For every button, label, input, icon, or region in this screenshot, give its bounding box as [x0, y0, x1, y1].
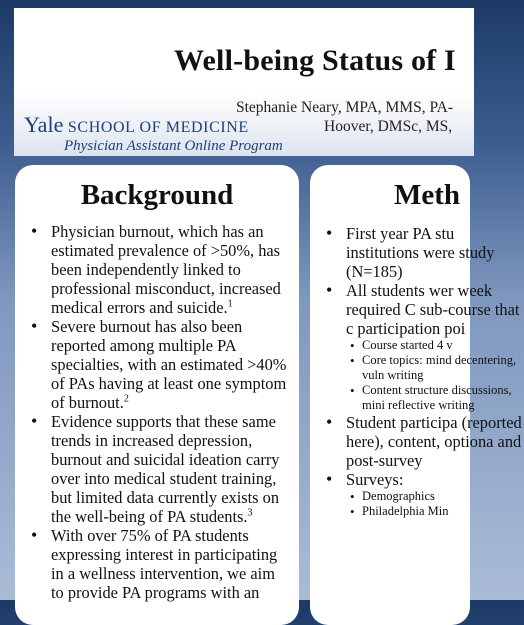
background-bullet-3-text: Evidence supports that these same trends in increased depression, burnout and suicidal ideation carry over into medical student training, but limited data currently exists on the well-being of PA students.	[51, 412, 280, 526]
methods-bullet-4-text: Surveys:	[346, 470, 404, 489]
methods-sub-item: • Course started 4 v	[346, 338, 524, 353]
yale-logo	[24, 112, 249, 138]
background-heading: Background	[80, 179, 234, 211]
background-list	[29, 222, 291, 602]
background-bullet-4	[29, 526, 291, 602]
background-bullet-1-text: Physician burnout, which has an estimated prevalence of >50%, has been independently linked to professional misconduct, increased medical errors and suicide.	[51, 222, 281, 317]
methods-bullet-4-sublist	[346, 489, 524, 519]
background-bullet-1-ref: 1	[227, 298, 233, 310]
methods-bullet-3-text: Student participa (reported here), content, optiona and post-survey	[346, 413, 522, 470]
background-bullet-2	[29, 317, 291, 412]
logo-yale-word: Yale	[24, 112, 64, 137]
background-bullet-3	[29, 412, 291, 526]
background-bullet-1	[29, 222, 291, 317]
logo-school-word: SCHOOL OF MEDICINE	[63, 119, 249, 136]
methods-sub-item: • Philadelphia Min	[346, 504, 524, 519]
methods-panel	[310, 165, 522, 625]
methods-bullet-4	[324, 470, 524, 519]
authors-line-1: Stephanie Neary, MPA, MMS, PA-	[236, 99, 454, 116]
methods-list	[324, 224, 524, 519]
methods-bullet-2-sublist	[346, 338, 524, 413]
background-bullet-3-ref: 3	[247, 507, 253, 519]
author-list	[236, 98, 453, 136]
methods-bullet-2-text: All students wer week required C sub-course that c participation poi	[346, 281, 520, 338]
authors-line-2: Hoover, DMSc, MS,	[324, 118, 453, 135]
methods-bullet-2	[324, 281, 524, 413]
poster-title: Well-being Status of I	[174, 44, 456, 77]
background-bullet-4-text: With over 75% of PA students expressing interest in participating in a wellness intervention, we aim to provide PA programs with an	[51, 526, 278, 602]
methods-bullet-1-text: First year PA stu institutions were study (N=185)	[346, 224, 495, 281]
methods-bullet-3	[324, 413, 524, 470]
methods-sub-item: • Content structure discussions, mini reflective writing	[346, 383, 524, 413]
program-name: Physician Assistant Online Program	[64, 138, 283, 154]
background-panel	[15, 165, 299, 625]
methods-heading: Meth	[394, 179, 461, 211]
methods-sub-item: • Demographics	[346, 489, 524, 504]
background-bullet-2-ref: 2	[123, 393, 129, 405]
methods-bullet-1	[324, 224, 524, 281]
methods-sub-item: • Core topics: mind decentering, vuln writing	[346, 353, 524, 383]
background-bullet-2-text: Severe burnout has also been reported among multiple PA specialties, with an estimated >40% of PAs having at least one symptom of burnout.	[51, 317, 287, 412]
poster-header	[14, 8, 474, 156]
